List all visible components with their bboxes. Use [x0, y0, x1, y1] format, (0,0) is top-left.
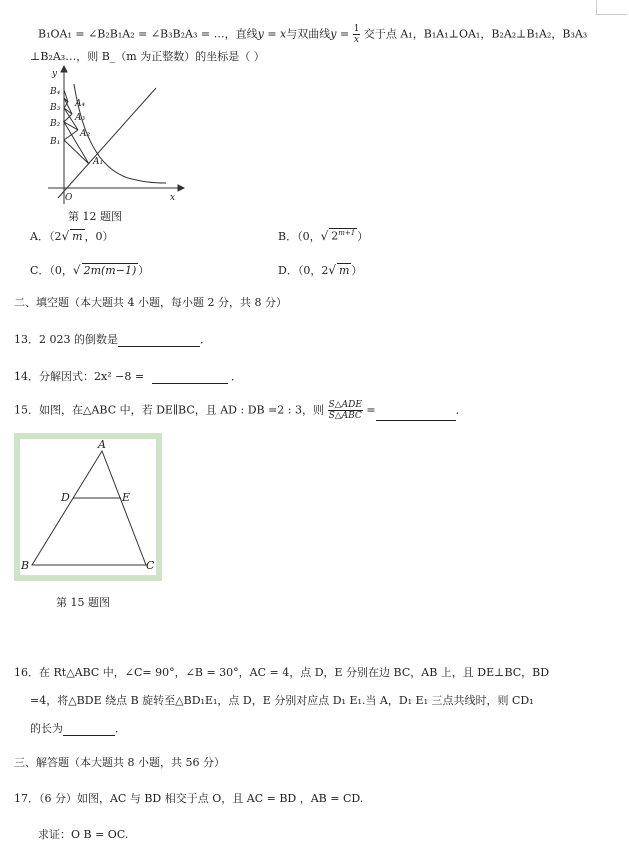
fig12-a1-label: A₁ — [93, 157, 104, 167]
fig12-a2-label: A₂ — [80, 129, 91, 139]
q17-line1: 17．（6 分）如图，AC 与 BD 相交于点 O，且 AC = BD ，AB = CD. — [14, 792, 364, 805]
q12-line1-lead: B₁OA₁ = ∠B₂B₁A₂ = ∠B₃B₂A₃ = …，直线 — [38, 27, 258, 41]
figure-15 — [14, 433, 162, 581]
option-d-prefix: D．（0，2 — [278, 264, 329, 277]
option-a: A．（2√ m ，0） — [30, 229, 114, 243]
fig12-line-y-eq-x — [58, 88, 156, 198]
option-c-prefix: C．（0， — [30, 264, 73, 277]
option-a-radicand: m — [72, 230, 83, 243]
q16-end: ． — [115, 722, 126, 735]
option-b: B．（0，√ $2^{m+1}$ ） — [278, 229, 369, 243]
q15-end: ． — [455, 403, 467, 417]
q14-end: ． — [231, 370, 243, 383]
option-b-radicand: 2 — [331, 230, 339, 243]
q15-answer-blank[interactable] — [376, 408, 456, 421]
q14-answer-blank[interactable] — [152, 371, 228, 384]
q16-answer-blank[interactable] — [63, 723, 115, 736]
fig12-caption: 第 12 题图 — [68, 210, 122, 223]
question-14 — [14, 368, 242, 384]
q15-eq: = — [366, 403, 376, 417]
question-13 — [14, 331, 211, 347]
q13-answer-blank[interactable] — [118, 334, 200, 347]
q12-statement-line1 — [38, 24, 587, 45]
q16-line1: 16．在 Rt△ABC 中，∠C= 90°，∠B = 30°，AC = 4，点 D，E 分别在边 BC，AB 上，且 DE⊥BC，BD — [14, 666, 550, 679]
fig15-caption: 第 15 题图 — [56, 596, 110, 609]
fig15-label-a: A — [98, 438, 106, 451]
question-15 — [14, 400, 467, 421]
q13-text: 13．2 023 的倒数是 — [14, 333, 118, 346]
q12-frac-den: x — [354, 35, 360, 45]
fig12-y-arrow — [61, 66, 67, 72]
q16-line3-text: 的长为 — [30, 722, 63, 735]
option-d-radicand: m — [338, 264, 350, 277]
q12-fraction — [353, 24, 361, 45]
option-b-radical — [329, 228, 357, 243]
fig12-o-label: O — [65, 193, 73, 203]
q13-end: ． — [199, 333, 211, 346]
q14-text: 14．分解因式：2x² −8 = — [14, 370, 145, 383]
q15-fraction — [328, 400, 363, 421]
fig15-label-c: C — [146, 559, 155, 572]
option-a-suffix: ，0） — [84, 230, 114, 243]
option-b-exponent: m+1 — [338, 229, 356, 238]
fig12-x-label: x — [170, 193, 176, 203]
fig15-label-b: B — [21, 559, 30, 572]
fig15-frame — [17, 436, 159, 578]
q12-frac-num: 1 — [353, 24, 360, 34]
fig12-seg-b1a2 — [64, 130, 78, 140]
q16-line2: =4，将△BDE 绕点 B 旋转至△BD₁E₁，点 D，E 分别对应点 D₁ E₁.当 A，D₁ E₁ 三点共线时，则 CD₁ — [30, 694, 534, 707]
fig15-label-d: D — [61, 491, 70, 504]
fig15-label-e: E — [122, 491, 131, 504]
option-c-radicand: 2m(m−1) — [83, 264, 137, 277]
q12-line1-text: 与双曲线 — [286, 27, 331, 41]
q12-line1-tail: 交于点 A₁，B₁A₁⊥OA₁，B₂A₂⊥B₁A₂，B₃A₃ — [363, 27, 588, 41]
fig12-a4-label: A₄ — [75, 99, 86, 109]
q16-line3 — [30, 720, 126, 736]
option-b-suffix: ） — [357, 230, 369, 243]
page-corner-marker — [596, 0, 627, 15]
fig12-b4-label: B₄ — [50, 87, 61, 97]
figure-12 — [38, 64, 188, 209]
q15-frac-den: S△ABC — [328, 411, 362, 421]
q17-line2: 求证：O B = OC. — [38, 828, 129, 841]
option-d-suffix: ） — [351, 264, 363, 277]
fig12-a3-label: A₃ — [75, 113, 86, 123]
q12-line1-eq2: y = — [330, 27, 350, 41]
q12-statement-line2: ⊥B₂A₃…，则 B_（m 为正整数）的坐标是（ ） — [30, 50, 265, 63]
fig12-x-arrow — [178, 185, 184, 191]
option-b-prefix: B．（0， — [278, 230, 321, 243]
section-3-heading: 三、解答题（本大题共 8 小题，共 56 分） — [14, 756, 225, 769]
fig12-b2-label: B₂ — [50, 119, 61, 129]
fig12-b1-label: B₁ — [50, 137, 61, 147]
option-c: C．（0，√ 2m(m−1) ） — [30, 263, 150, 277]
option-c-suffix: ） — [138, 264, 150, 277]
option-d: D．（0，2√ m ） — [278, 263, 363, 277]
fig12-y-label: y — [52, 69, 58, 79]
q12-line1-eq1: y = x — [257, 27, 287, 41]
option-a-prefix: A．（2 — [30, 230, 62, 243]
q15-frac-num: S△ADE — [328, 400, 362, 410]
q15-text: 15．如图，在△ABC 中，若 DE∥BC，且 AD : DB =2 : 3，则 — [14, 403, 325, 417]
fig12-b3-label: B₃ — [50, 103, 61, 113]
section-2-heading: 二、填空题（本大题共 4 小题，每小题 2 分，共 8 分） — [14, 296, 287, 309]
